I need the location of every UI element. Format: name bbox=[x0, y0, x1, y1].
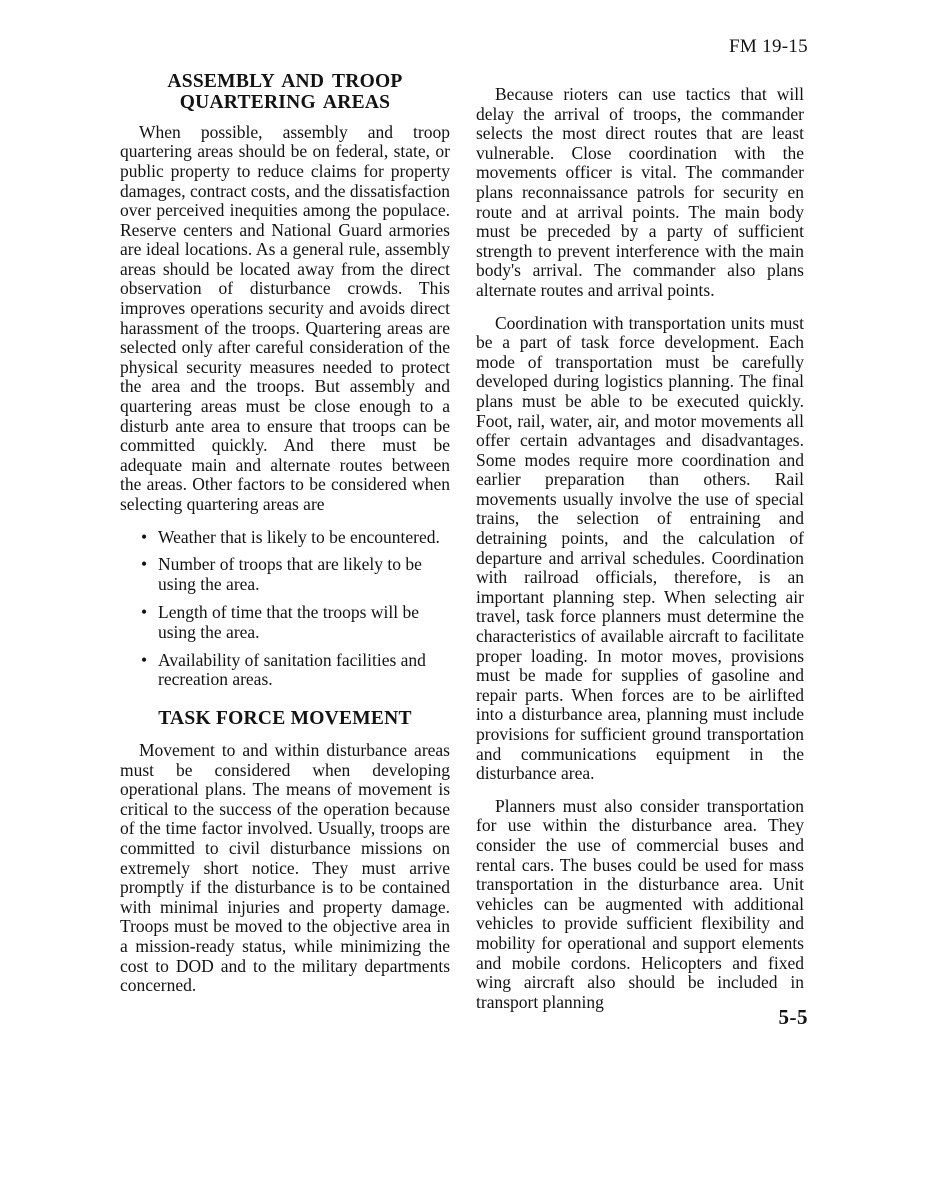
section-heading-task-force-movement: TASK FORCE MOVEMENT bbox=[158, 708, 412, 730]
bullet-item bbox=[120, 603, 450, 643]
bullet-icon bbox=[141, 651, 147, 671]
bullet-item-text: Availability of sanitation facilities and recreation areas. bbox=[158, 649, 426, 690]
bullet-icon bbox=[141, 555, 147, 575]
section-heading-line: ASSEMBLY AND TROOP bbox=[167, 71, 403, 92]
section-heading-line: QUARTERING AREAS bbox=[179, 91, 391, 113]
bullet-icon bbox=[141, 603, 147, 623]
in-area-transportation-paragraph: Planners must also consider transportation for use within the disturbance area. They consider the use of commercial buses and rental cars. The buses could be used for mass transportation in the disturbance area. Unit vehicles can be augmented with additional vehicles to provide sufficient flexibility and mobility for operational and support elements and mobile cordons. Helicopters and fixed wing aircraft also should be included in transport planning bbox=[476, 795, 804, 1012]
task-force-paragraph: Movement to and within disturbance areas must be considered when developing operational plans. The means of movement is critical to the success of the operation because of the time factor involved. Usually, troops are committed to civil disturbance missions on extremely short notice. They must arrive promptly if the disturbance is to be contained with minimal injuries and property damage. Troops must be moved to the objective area in a mission-ready status, while minimizing the cost to DOD and to the military departments concerned. bbox=[120, 740, 450, 996]
bullet-item bbox=[120, 555, 450, 595]
section-heading-assembly-quartering bbox=[120, 72, 450, 114]
right-column bbox=[476, 72, 804, 1025]
quartering-factors-bullet-list bbox=[120, 528, 450, 691]
bullet-item bbox=[120, 528, 450, 548]
running-header bbox=[729, 36, 808, 58]
bullet-icon bbox=[141, 528, 147, 548]
page-body bbox=[120, 72, 804, 1025]
bullet-item-text: Number of troops that are likely to be using the area. bbox=[158, 554, 422, 595]
page-number: 5-5 bbox=[778, 1005, 808, 1029]
routes-paragraph: Because rioters can use tactics that will delay the arrival of troops, the commander selects the most direct routes that are least vulnerable. Close coordination with the movements officer is vital. The commander plans reconnaissance patrols for security en route and at arrival points. The main body must be preceded by a party of sufficient strength to prevent interference with the main body's arrival. The commander also plans alternate routes and arrival points. bbox=[476, 84, 804, 300]
transportation-coordination-paragraph: Coordination with transportation units must be a part of task force development. Each mode of transportation must be carefully developed during logistics planning. The final plans must be able to be executed quickly. Foot, rail, water, air, and motor movements all offer certain advantages and disadvantages. Some modes require more coordination and earlier preparation than others. Rail movements usually involve the use of special trains, the selection of entraining and detraining points, and the calculation of departure and arrival schedules. Coordination with railroad officials, therefore, is an important planning step. When selecting air travel, task force planners must determine the characteristics of available aircraft to facilitate proper loading. In motor moves, provisions must be made for supplies of gasoline and repair parts. When forces are to be airlifted into a disturbance area, planning must include provisions for sufficient ground transportation and communications equipment in the disturbance area. bbox=[476, 312, 804, 784]
manual-number-label: FM 19-15 bbox=[729, 36, 808, 57]
left-column bbox=[120, 72, 450, 1009]
assembly-paragraph: When possible, assembly and troop quartering areas should be on federal, state, or public property to reduce claims for property damages, contract costs, and the dissatisfaction over perceived inequities among the populace. Reserve centers and National Guard armories are ideal locations. As a general rule, assembly areas should be located away from the direct observation of disturbance crowds. This improves operations security and avoids direct harassment of the troops. Quartering areas are selected only after careful consideration of the physical security measures needed to protect the area and the troops. But assembly and quartering areas must be close enough to a disturb ante area to ensure that troops can be committed quickly. And there must be adequate main and alternate routes between the areas. Other factors to be considered when selecting quartering areas are bbox=[120, 121, 450, 514]
bullet-item bbox=[120, 651, 450, 691]
bullet-item-text: Weather that is likely to be encountered. bbox=[158, 526, 440, 547]
bullet-item-text: Length of time that the troops will be using the area. bbox=[158, 601, 419, 642]
